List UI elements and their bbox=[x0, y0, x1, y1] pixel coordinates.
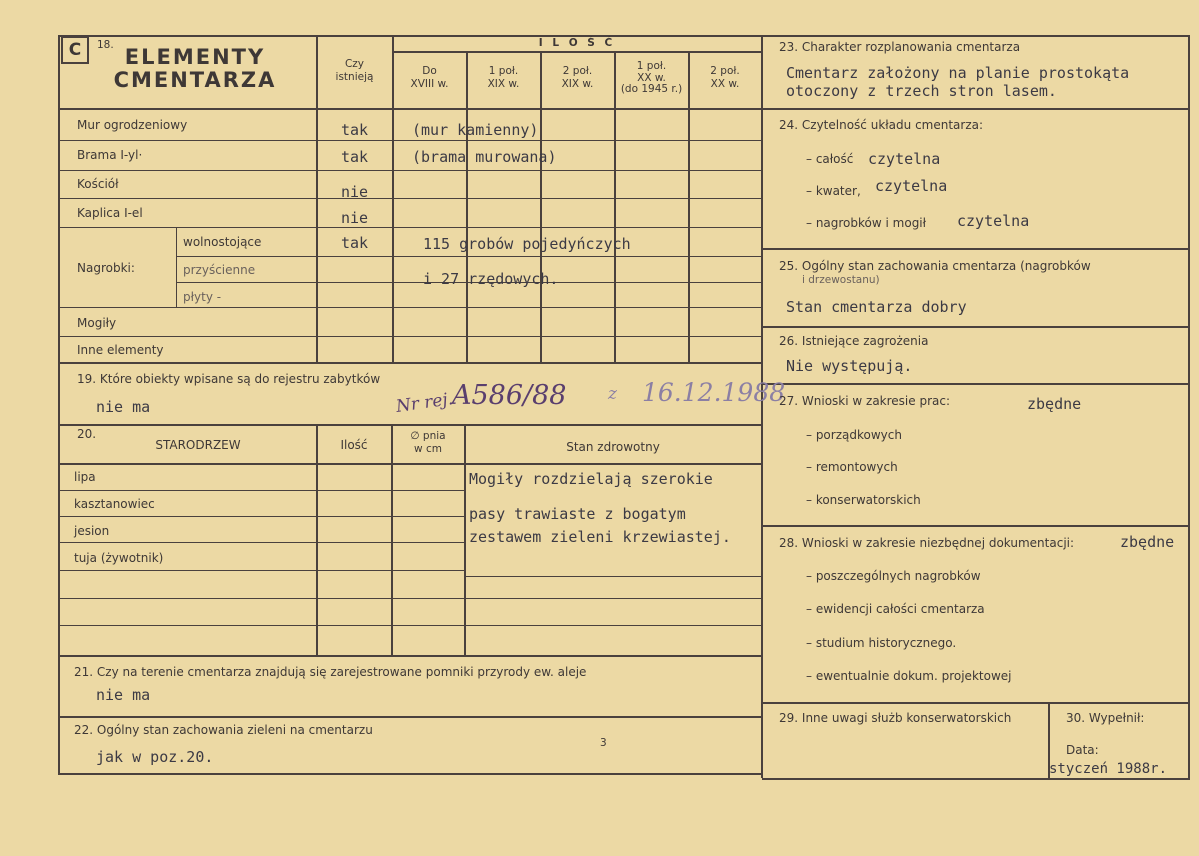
brama-czy: tak bbox=[341, 148, 369, 166]
field-24-item3-value: czytelna bbox=[957, 212, 1030, 230]
field-23-line2: otoczony z trzech stron lasem. bbox=[786, 82, 1057, 100]
brama-note: (brama murowana) bbox=[412, 148, 557, 166]
kaplica-czy: nie bbox=[341, 209, 369, 227]
row-label-inne: Inne elementy bbox=[77, 343, 164, 357]
field-22-value: jak w poz.20. bbox=[96, 748, 214, 766]
field-21-value: nie ma bbox=[96, 686, 151, 704]
frame-bottom-left bbox=[58, 773, 762, 775]
col4-l1: 1 poł. bbox=[636, 60, 667, 72]
section-title-line2: CMENTARZA bbox=[113, 68, 277, 93]
tree-row-4: tuja (żywotnik) bbox=[74, 551, 164, 565]
field-24-item1-value: czytelna bbox=[868, 150, 941, 168]
row-label-przyscienne: przyścienne bbox=[183, 263, 256, 277]
field-20-number: 20. bbox=[77, 427, 97, 441]
tree-row-3: jesion bbox=[74, 524, 110, 538]
field-25-value: Stan cmentarza dobry bbox=[786, 298, 967, 316]
row-label-kosciol: Kościół bbox=[77, 177, 119, 191]
czy-istnieja-header bbox=[317, 59, 392, 82]
handwritten-register-number: A586/88 bbox=[452, 380, 567, 411]
field-26-label: 26. Istniejące zagrożenia bbox=[779, 334, 929, 348]
col-header-3 bbox=[541, 66, 614, 89]
col-4 bbox=[614, 52, 616, 362]
field-30-data-label: Data: bbox=[1066, 743, 1099, 757]
field-19-label: 19. Które obiekty wpisane są do rejestru zabytków bbox=[77, 372, 381, 386]
field-26-value: Nie występują. bbox=[786, 357, 913, 375]
col1-l2: XVIII w. bbox=[410, 77, 449, 90]
col4-l3: (do 1945 r.) bbox=[620, 83, 683, 95]
row-label-mur: Mur ogrodzeniowy bbox=[77, 118, 188, 132]
header-bottom bbox=[58, 108, 761, 110]
row-label-nagrobki: Nagrobki: bbox=[77, 261, 135, 275]
field-24-label: 24. Czytelność układu cmentarza: bbox=[779, 118, 984, 132]
stan-line-2: pasy trawiaste z bogatym bbox=[469, 505, 686, 523]
wolno-czy: tak bbox=[341, 234, 369, 252]
handwritten-nr-rej: Nr rej. bbox=[394, 389, 455, 417]
field-29-label: 29. Inne uwagi służb konserwatorskich bbox=[779, 711, 1012, 725]
frame-right bbox=[1188, 35, 1190, 780]
field-28-item3: – studium historycznego. bbox=[806, 636, 957, 650]
field-28-item2: – ewidencji całości cmentarza bbox=[806, 602, 985, 616]
col2-l2: XIX w. bbox=[487, 77, 520, 90]
phi-line1: ∅ pnia bbox=[410, 430, 446, 442]
ilosc-header-20: Ilość bbox=[340, 438, 368, 452]
field-28-label: 28. Wnioski w zakresie niezbędnej dokumentacji: bbox=[779, 536, 1075, 550]
col5-l1: 2 poł. bbox=[710, 65, 740, 77]
row-label-kaplica: Kaplica I-el bbox=[77, 206, 143, 220]
phi-line2: w cm bbox=[414, 442, 442, 455]
frame-bottom-right bbox=[762, 778, 1190, 780]
field-24-item2-label: – kwater, bbox=[806, 184, 861, 198]
wolno-note: 115 grobów pojedyńczych bbox=[423, 235, 631, 253]
field-27-value: zbędne bbox=[1027, 395, 1082, 413]
col-3 bbox=[540, 52, 542, 362]
ilosc-header: I L O Ś Ć bbox=[538, 37, 616, 49]
col-header-4 bbox=[615, 61, 688, 95]
col3-l1: 2 poł. bbox=[562, 65, 593, 77]
mur-note: (mur kamienny) bbox=[412, 121, 539, 139]
col3-l2: XIX w. bbox=[561, 77, 594, 90]
section-letter-box: C bbox=[61, 36, 89, 64]
field-19-value: nie ma bbox=[96, 398, 151, 416]
field-23-label: 23. Charakter rozplanowania cmentarza bbox=[779, 40, 1021, 54]
row-label-plyty: płyty - bbox=[183, 290, 222, 304]
field-24-item3-label: – nagrobków i mogił bbox=[806, 216, 927, 230]
field-28-value: zbędne bbox=[1120, 533, 1175, 551]
stan-line-1: Mogiły rozdzielają szerokie bbox=[469, 470, 713, 488]
field-23-line1: Cmentarz założony na planie prostokąta bbox=[786, 64, 1130, 82]
field-30-label: 30. Wypełnił: bbox=[1066, 711, 1145, 725]
przysc-note: i 27 rzędowych. bbox=[423, 270, 559, 288]
field-24-item2-value: czytelna bbox=[875, 177, 948, 195]
field-number-18: 18. bbox=[97, 39, 114, 51]
phi-header bbox=[392, 431, 464, 454]
ilosc-rule bbox=[392, 51, 761, 53]
col5-l2: XX w. bbox=[710, 77, 740, 90]
mur-czy: tak bbox=[341, 121, 369, 139]
field-25-label1: 25. Ogólny stan zachowania cmentarza (nagrobków bbox=[779, 259, 1091, 273]
tree-row-2: kasztanowiec bbox=[74, 497, 155, 511]
row-label-mogily: Mogiły bbox=[77, 316, 117, 330]
row-label-brama: Brama I-yl· bbox=[77, 148, 143, 162]
col-header-5 bbox=[689, 66, 761, 89]
col1-l1: Do bbox=[422, 65, 437, 77]
czy-line2: istnieją bbox=[335, 70, 374, 83]
stan-header: Stan zdrowotny bbox=[566, 440, 660, 454]
col-header-2 bbox=[467, 66, 540, 89]
col-2 bbox=[466, 52, 468, 362]
field-30-data-value: styczeń 1988r. bbox=[1049, 761, 1168, 777]
section-title-line1: ELEMENTY bbox=[124, 45, 266, 69]
starodrzew-header: STARODRZEW bbox=[155, 438, 241, 452]
col-5 bbox=[688, 52, 690, 362]
kosciol-czy: nie bbox=[341, 183, 369, 201]
field-27-item3: – konserwatorskich bbox=[806, 493, 921, 507]
handwritten-z: z bbox=[608, 384, 617, 404]
czy-line1: Czy bbox=[344, 58, 365, 70]
field-21-label: 21. Czy na terenie cmentarza znajdują się zarejestrowane pomniki przyrody ew. aleje bbox=[74, 665, 587, 679]
section-title bbox=[110, 46, 280, 92]
field-22-label: 22. Ogólny stan zachowania zieleni na cmentarzu bbox=[74, 723, 373, 737]
tree-row-1: lipa bbox=[74, 470, 96, 484]
col4-l2: XX w. bbox=[637, 71, 666, 84]
row-label-wolnostojace: wolnostojące bbox=[183, 235, 262, 249]
handwritten-register-date: 16.12.1988 bbox=[642, 378, 786, 407]
field-27-label: 27. Wnioski w zakresie prac: bbox=[779, 394, 951, 408]
col-header-1 bbox=[393, 66, 466, 89]
col2-l1: 1 poł. bbox=[488, 65, 519, 77]
frame-left bbox=[58, 35, 60, 775]
field-24-item1-label: – całość bbox=[806, 152, 854, 166]
stan-line-3: zestawem zieleni krzewiastej. bbox=[469, 528, 731, 546]
field-22-mark: 3 bbox=[600, 737, 607, 749]
field-28-item4: – ewentualnie dokum. projektowej bbox=[806, 669, 1012, 683]
frame-top bbox=[58, 35, 1190, 37]
field-27-item1: – porządkowych bbox=[806, 428, 902, 442]
field-28-item1: – poszczególnych nagrobków bbox=[806, 569, 981, 583]
field-25-label2: i drzewostanu) bbox=[802, 274, 880, 286]
field-27-item2: – remontowych bbox=[806, 460, 898, 474]
